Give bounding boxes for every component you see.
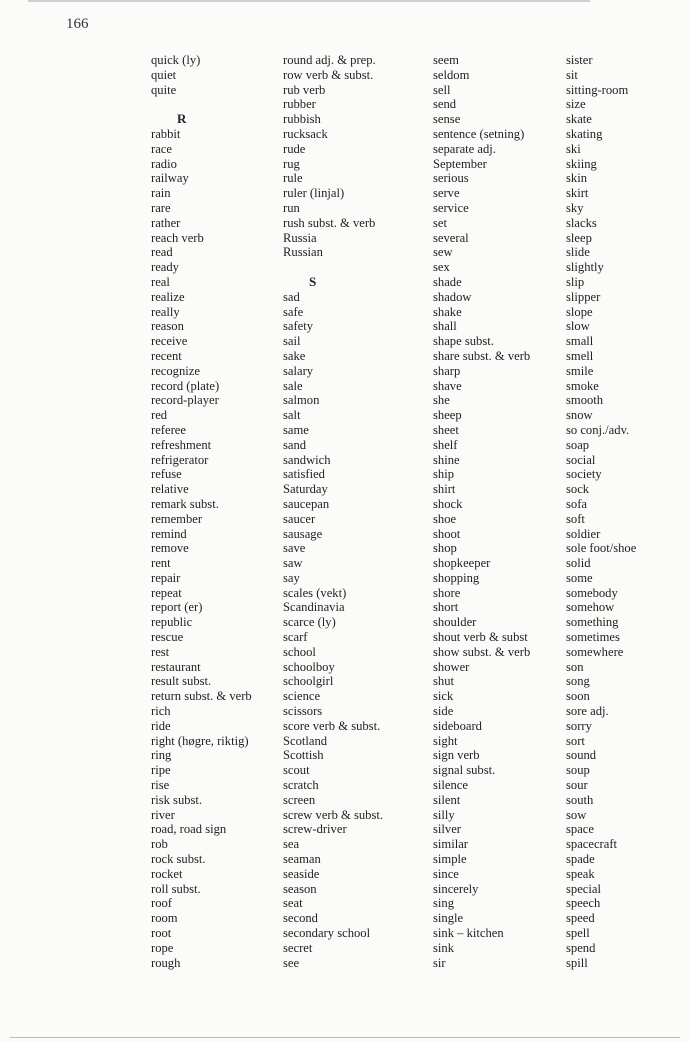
word-entry: slip	[566, 274, 585, 289]
word-entry: send	[433, 97, 457, 112]
word-entry: record-player	[151, 393, 219, 408]
word-entry: skin	[566, 171, 587, 186]
word-column-3	[433, 53, 530, 970]
word-entry: sideboard	[433, 718, 482, 733]
word-column-4	[566, 53, 636, 970]
word-entry: silver	[433, 822, 461, 837]
word-entry: rub verb	[283, 82, 326, 97]
word-entry: see	[283, 955, 300, 970]
word-entry: south	[566, 792, 594, 807]
word-entry: rucksack	[283, 126, 328, 141]
word-entry: sausage	[283, 526, 323, 541]
word-entry: sour	[566, 778, 588, 793]
word-entry: quiet	[151, 67, 177, 82]
top-rule	[28, 0, 590, 2]
word-entry: sharp	[433, 363, 461, 378]
word-entry: ski	[566, 141, 581, 156]
word-entry: rubbish	[283, 112, 321, 127]
word-entry: rug	[283, 156, 300, 171]
word-entry: satisfied	[283, 467, 325, 482]
word-entry: schoolboy	[283, 659, 335, 674]
word-entry: sick	[433, 689, 454, 704]
word-entry: shop	[433, 541, 457, 556]
word-entry: realize	[151, 289, 185, 304]
word-entry: soft	[566, 511, 585, 526]
word-entry: signal subst.	[433, 763, 496, 778]
word-column-2	[283, 53, 383, 970]
word-entry: share subst. & verb	[433, 348, 531, 363]
word-entry: soap	[566, 437, 590, 452]
word-entry: small	[566, 334, 594, 349]
spacer	[151, 97, 252, 112]
word-entry: rent	[151, 556, 171, 571]
word-entry: roof	[151, 896, 172, 911]
word-entry: seaside	[283, 866, 320, 881]
word-entry: reason	[151, 319, 184, 334]
word-entry: solid	[566, 556, 591, 571]
word-entry: ring	[151, 748, 172, 763]
word-entry: secondary school	[283, 926, 371, 941]
word-entry: refrigerator	[151, 452, 209, 467]
word-column-1	[151, 53, 252, 970]
word-entry: scout	[283, 763, 310, 778]
word-entry: ready	[151, 260, 179, 275]
word-entry: sake	[283, 348, 306, 363]
word-entry: sore adj.	[566, 704, 609, 719]
word-entry: sister	[566, 53, 593, 67]
spacer	[283, 260, 383, 275]
word-entry: seldom	[433, 67, 470, 82]
word-entry: slide	[566, 245, 590, 260]
word-entry: rock subst.	[151, 852, 206, 867]
word-entry: return subst. & verb	[151, 689, 252, 704]
word-entry: Scandinavia	[283, 600, 345, 615]
word-entry: say	[283, 570, 300, 585]
word-entry: smoke	[566, 378, 599, 393]
word-entry: seaman	[283, 852, 321, 867]
word-entry: sheep	[433, 408, 462, 423]
word-entry: shout verb & subst	[433, 630, 528, 645]
word-entry: skate	[566, 112, 592, 127]
word-entry: sea	[283, 837, 300, 852]
word-entry: river	[151, 807, 175, 822]
word-entry: receive	[151, 334, 188, 349]
word-entry: restaurant	[151, 659, 201, 674]
word-entry: sense	[433, 112, 461, 127]
word-entry: round adj. & prep.	[283, 53, 376, 67]
word-entry: simple	[433, 852, 467, 867]
word-entry: root	[151, 926, 172, 941]
word-entry: something	[566, 615, 619, 630]
word-entry: skirt	[566, 186, 589, 201]
word-entry: sort	[566, 733, 585, 748]
word-entry: ripe	[151, 763, 171, 778]
word-entry: shopkeeper	[433, 556, 491, 571]
word-entry: soup	[566, 763, 590, 778]
word-entry: slow	[566, 319, 590, 334]
word-entry: rope	[151, 940, 174, 955]
word-entry: rocket	[151, 866, 183, 881]
word-entry: shoulder	[433, 615, 477, 630]
word-entry: sheet	[433, 422, 459, 437]
word-entry: salary	[283, 363, 314, 378]
word-entry: sing	[433, 896, 454, 911]
word-entry: sofa	[566, 496, 587, 511]
word-entry: rest	[151, 644, 170, 659]
word-entry: screw verb & subst.	[283, 807, 384, 822]
word-entry: Russia	[283, 230, 317, 245]
word-entry: refuse	[151, 467, 182, 482]
word-entry: son	[566, 659, 584, 674]
word-entry: right (høgre, riktig)	[151, 733, 249, 748]
letter-heading: S	[309, 273, 317, 289]
word-entry: scarce (ly)	[283, 615, 336, 630]
word-entry: soon	[566, 689, 590, 704]
word-entry: set	[433, 215, 447, 230]
word-entry: sometimes	[566, 630, 620, 645]
word-entry: seat	[283, 896, 303, 911]
word-entry: salt	[283, 408, 301, 423]
word-entry: song	[566, 674, 590, 689]
word-entry: ship	[433, 467, 454, 482]
word-entry: scissors	[283, 704, 323, 719]
word-entry: railway	[151, 171, 189, 186]
word-entry: somewhere	[566, 644, 624, 659]
word-entry: spade	[566, 852, 595, 867]
word-entry: science	[283, 689, 321, 704]
word-entry: shave	[433, 378, 462, 393]
word-entry: separate adj.	[433, 141, 496, 156]
word-entry: slacks	[566, 215, 597, 230]
word-entry: silence	[433, 778, 468, 793]
bottom-rule	[10, 1037, 680, 1038]
word-entry: road, road sign	[151, 822, 227, 837]
word-entry: slipper	[566, 289, 601, 304]
word-entry: room	[151, 911, 178, 926]
word-entry: short	[433, 600, 459, 615]
word-entry: size	[566, 97, 586, 112]
word-entry: rush subst. & verb	[283, 215, 376, 230]
word-entry: referee	[151, 422, 186, 437]
word-entry: shade	[433, 274, 462, 289]
word-entry: somebody	[566, 585, 618, 600]
word-entry: second	[283, 911, 318, 926]
word-entry: shoot	[433, 526, 461, 541]
word-entry: slope	[566, 304, 593, 319]
word-entry: smell	[566, 348, 594, 363]
word-entry: shelf	[433, 437, 458, 452]
word-entry: sink	[433, 940, 454, 955]
word-entry: refreshment	[151, 437, 212, 452]
word-entry: sound	[566, 748, 597, 763]
word-entry: spacecraft	[566, 837, 618, 852]
word-entry: speed	[566, 911, 595, 926]
word-entry: shake	[433, 304, 462, 319]
word-entry: sentence (setning)	[433, 126, 525, 141]
word-entry: shall	[433, 319, 457, 334]
word-entry: school	[283, 644, 316, 659]
word-entry: safe	[283, 304, 304, 319]
word-entry: race	[151, 141, 172, 156]
word-entry: sand	[283, 437, 307, 452]
word-entry: sad	[283, 289, 300, 304]
word-entry: saucepan	[283, 496, 330, 511]
word-entry: sleep	[566, 230, 592, 245]
word-entry: sail	[283, 334, 301, 349]
word-entry: sew	[433, 245, 453, 260]
word-entry: single	[433, 911, 464, 926]
word-entry: republic	[151, 615, 193, 630]
word-entry: slightly	[566, 260, 604, 275]
word-entry: space	[566, 822, 594, 837]
word-entry: same	[283, 422, 309, 437]
word-entry: rich	[151, 704, 171, 719]
word-entry: silly	[433, 807, 455, 822]
word-entry: season	[283, 881, 317, 896]
word-entry: sale	[283, 378, 303, 393]
word-entry: Saturday	[283, 482, 328, 497]
word-entry: smooth	[566, 393, 604, 408]
word-entry: rule	[283, 171, 303, 186]
word-entry: shopping	[433, 570, 480, 585]
word-entry: sight	[433, 733, 458, 748]
word-entry: red	[151, 408, 168, 423]
word-entry: sandwich	[283, 452, 331, 467]
word-entry: some	[566, 570, 593, 585]
word-entry: sell	[433, 82, 451, 97]
word-entry: remove	[151, 541, 189, 556]
word-entry: seem	[433, 53, 459, 67]
word-entry: scarf	[283, 630, 308, 645]
word-entry: Scotland	[283, 733, 328, 748]
word-entry: sock	[566, 482, 590, 497]
page-number: 166	[66, 16, 89, 32]
word-entry: save	[283, 541, 306, 556]
word-entry: scratch	[283, 778, 319, 793]
word-entry: Russian	[283, 245, 323, 260]
word-entry: ruler (linjal)	[283, 186, 345, 201]
word-entry: relative	[151, 482, 189, 497]
word-entry: snow	[566, 408, 593, 423]
word-entry: sorry	[566, 718, 592, 733]
word-entry: recognize	[151, 363, 200, 378]
word-entry: social	[566, 452, 596, 467]
word-entry: record (plate)	[151, 378, 220, 393]
word-entry: screen	[283, 792, 316, 807]
word-entry: saucer	[283, 511, 316, 526]
word-entry: skating	[566, 126, 603, 141]
word-entry: result subst.	[151, 674, 212, 689]
letter-heading: R	[177, 111, 187, 127]
word-entry: serve	[433, 186, 460, 201]
word-entry: rare	[151, 200, 171, 215]
word-entry: secret	[283, 940, 313, 955]
word-entry: rain	[151, 186, 171, 201]
word-entry: repair	[151, 570, 181, 585]
word-entry: shore	[433, 585, 461, 600]
word-entry: shoe	[433, 511, 457, 526]
word-entry: reach verb	[151, 230, 204, 245]
word-entry: remember	[151, 511, 203, 526]
word-entry: remark subst.	[151, 496, 219, 511]
word-entry: row verb & subst.	[283, 67, 374, 82]
word-entry: rather	[151, 215, 181, 230]
word-entry: sow	[566, 807, 587, 822]
word-entry: shirt	[433, 482, 456, 497]
word-entry: sincerely	[433, 881, 479, 896]
word-entry: run	[283, 200, 300, 215]
word-entry: report (er)	[151, 600, 203, 615]
word-entry: remind	[151, 526, 187, 541]
word-entry: read	[151, 245, 173, 260]
word-entry: so conj./adv.	[566, 422, 630, 437]
word-entry: score verb & subst.	[283, 718, 381, 733]
word-entry: show subst. & verb	[433, 644, 531, 659]
word-entry: side	[433, 704, 454, 719]
word-entry: radio	[151, 156, 177, 171]
word-entry: roll subst.	[151, 881, 201, 896]
word-entry: rabbit	[151, 126, 181, 141]
word-entry: speech	[566, 896, 601, 911]
word-entry: silent	[433, 792, 461, 807]
word-entry: shower	[433, 659, 470, 674]
word-entry: rubber	[283, 97, 316, 112]
word-entry: speak	[566, 866, 595, 881]
word-entry: rude	[283, 141, 306, 156]
word-entry: Scottish	[283, 748, 324, 763]
word-entry: smile	[566, 363, 594, 378]
word-entry: rescue	[151, 630, 184, 645]
word-entry: special	[566, 881, 601, 896]
word-entry: society	[566, 467, 602, 482]
word-entry: schoolgirl	[283, 674, 334, 689]
word-entry: September	[433, 156, 487, 171]
word-entry: rob	[151, 837, 168, 852]
word-entry: safety	[283, 319, 314, 334]
word-entry: sir	[433, 955, 446, 970]
word-entry: spill	[566, 955, 588, 970]
word-entry: quite	[151, 82, 177, 97]
word-entry: sky	[566, 200, 584, 215]
word-entry: really	[151, 304, 180, 319]
word-entry: quick (ly)	[151, 53, 201, 67]
word-entry: ride	[151, 718, 171, 733]
word-entry: several	[433, 230, 469, 245]
word-entry: sign verb	[433, 748, 480, 763]
word-entry: salmon	[283, 393, 320, 408]
word-entry: risk subst.	[151, 792, 203, 807]
word-entry: saw	[283, 556, 303, 571]
word-entry: skiing	[566, 156, 597, 171]
word-entry: shape subst.	[433, 334, 494, 349]
word-entry: she	[433, 393, 450, 408]
word-entry: service	[433, 200, 469, 215]
word-entry: soldier	[566, 526, 601, 541]
word-entry: recent	[151, 348, 182, 363]
word-entry: screw-driver	[283, 822, 347, 837]
word-entry: repeat	[151, 585, 182, 600]
word-entry: sink – kitchen	[433, 926, 504, 941]
word-entry: rough	[151, 955, 181, 970]
word-entry: scales (vekt)	[283, 585, 347, 600]
word-entry: shine	[433, 452, 460, 467]
word-entry: serious	[433, 171, 469, 186]
word-entry: since	[433, 866, 459, 881]
word-entry: rise	[151, 778, 170, 793]
word-entry: sole foot/shoe	[566, 541, 637, 556]
word-entry: sit	[566, 67, 578, 82]
word-entry: shut	[433, 674, 454, 689]
word-entry: spell	[566, 926, 590, 941]
word-entry: sitting-room	[566, 82, 629, 97]
word-entry: spend	[566, 940, 596, 955]
word-entry: somehow	[566, 600, 615, 615]
word-entry: shadow	[433, 289, 472, 304]
word-entry: shock	[433, 496, 463, 511]
word-entry: sex	[433, 260, 450, 275]
word-entry: similar	[433, 837, 468, 852]
word-entry: real	[151, 274, 170, 289]
